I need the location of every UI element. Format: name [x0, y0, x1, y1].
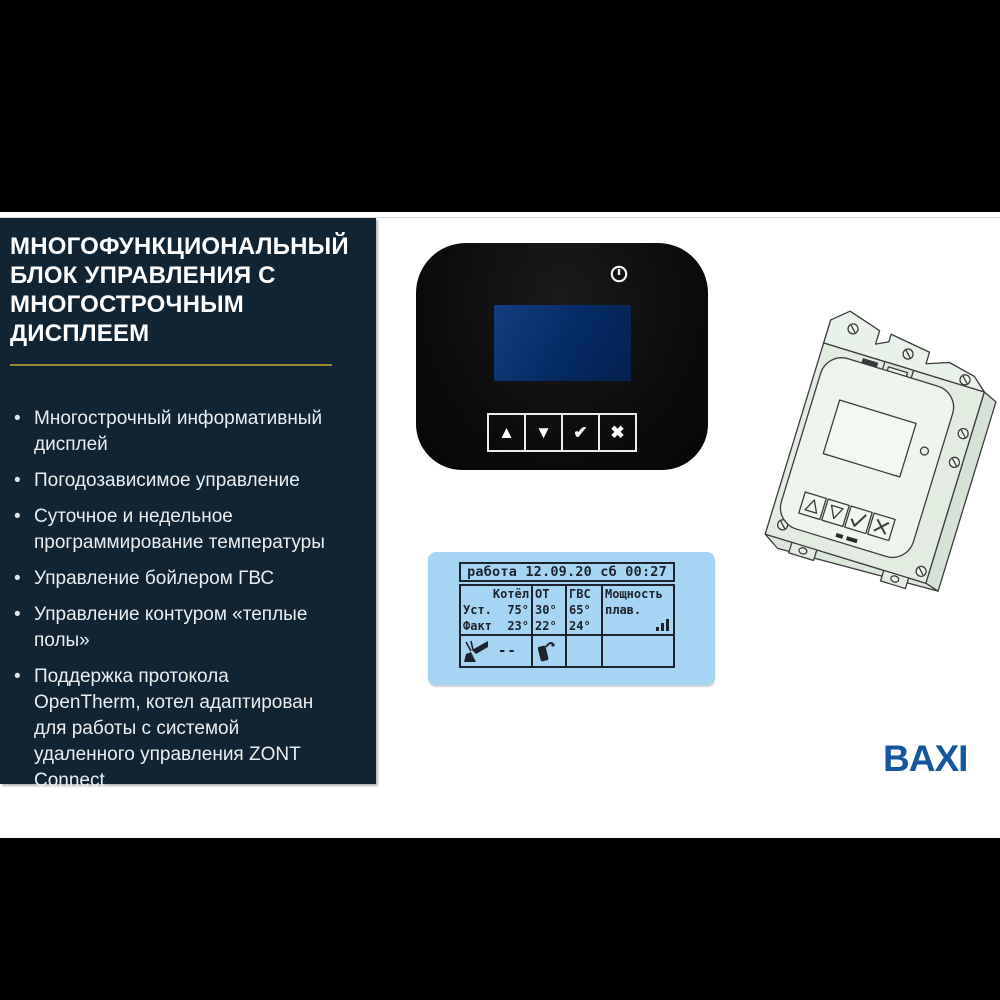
- set-value: 65°: [569, 603, 591, 617]
- device-button-row: [487, 413, 637, 452]
- lcd-status-empty-cell: [603, 636, 673, 666]
- set-value: 75°: [507, 603, 529, 617]
- set-value: 30°: [535, 603, 557, 617]
- rear-view-technical-drawing: [761, 310, 997, 602]
- feature-text: Суточное и недельное программирование температуры: [34, 506, 325, 553]
- feature-text: Управление бойлером ГВС: [34, 568, 275, 589]
- feature-item: [10, 406, 338, 458]
- accent-divider: [10, 364, 332, 366]
- feature-item: [10, 664, 338, 794]
- lcd-col-dhw: [567, 586, 603, 634]
- actual-value: 22°: [535, 619, 557, 633]
- bullet-dot: •: [14, 506, 21, 527]
- feature-item: [10, 504, 338, 556]
- actual-value: 23°: [507, 619, 529, 633]
- lcd-col-boiler: [461, 586, 533, 634]
- lcd-col-title: ОТ: [535, 587, 550, 601]
- floor-heating-icon: [463, 639, 490, 663]
- lcd-table: [459, 584, 675, 636]
- lcd-screen-mockup: [428, 552, 715, 685]
- power-icon: [608, 263, 630, 285]
- feature-item: [10, 468, 338, 494]
- feature-item: [10, 602, 338, 654]
- actual-label: Факт: [463, 619, 492, 633]
- feature-text: Поддержка протокола OpenTherm, котел адаптирован для работы с системой удаленного управления ZONT Connect: [34, 666, 314, 791]
- lcd-col-power: [603, 586, 673, 634]
- heating-setpoint-placeholder: --: [498, 643, 517, 659]
- bullet-dot: •: [14, 604, 21, 625]
- lcd-status-empty-cell: [567, 636, 603, 666]
- lcd-col-title: Мощность: [605, 587, 663, 601]
- feature-text: Многострочный информативный дисплей: [34, 408, 323, 455]
- bullet-dot: •: [14, 470, 21, 491]
- cancel-button: ✖: [598, 413, 637, 452]
- lcd-col-title: Котёл: [492, 587, 529, 601]
- up-button: ▲: [487, 413, 526, 452]
- baxi-logo: BAXI: [883, 738, 968, 779]
- lcd-status-row: [459, 634, 675, 668]
- letterbox-bar-bottom: [0, 838, 1000, 1000]
- slide: [0, 212, 1000, 838]
- page-title-line3: МНОГОСТРОЧНЫМ ДИСПЛЕЕМ: [10, 291, 244, 347]
- lcd-col-title: ГВС: [569, 587, 591, 601]
- power-mode: плав.: [605, 603, 642, 617]
- page-title: [10, 232, 366, 348]
- control-panel-photo: [416, 243, 708, 470]
- feature-text: Погодозависимое управление: [34, 470, 300, 491]
- lcd-col-heating: [533, 586, 567, 634]
- page-title-line2: БЛОК УПРАВЛЕНИЯ С: [10, 262, 276, 289]
- device-display: [494, 305, 631, 381]
- feature-text: Управление контуром «теплые полы»: [34, 604, 308, 651]
- bullet-dot: •: [14, 666, 21, 687]
- lcd-status-dhw-cell: [533, 636, 567, 666]
- confirm-button: ✔: [561, 413, 600, 452]
- down-button: ▼: [524, 413, 563, 452]
- set-label: Уст.: [463, 603, 492, 617]
- lcd-status-heating-cell: [461, 636, 533, 666]
- dhw-tap-icon: [535, 639, 555, 663]
- signal-bars-icon: [656, 619, 669, 631]
- sidebar-panel: [0, 218, 376, 791]
- feature-list: [10, 406, 366, 794]
- lcd-status-header: работа 12.09.20 сб 00:27: [459, 562, 675, 582]
- feature-item: [10, 566, 338, 592]
- letterbox-bar-top: [0, 0, 1000, 212]
- page-title-line1: МНОГОФУНКЦИОНАЛЬНЫЙ: [10, 233, 349, 260]
- bullet-dot: •: [14, 408, 21, 429]
- bullet-dot: •: [14, 568, 21, 589]
- actual-value: 24°: [569, 619, 591, 633]
